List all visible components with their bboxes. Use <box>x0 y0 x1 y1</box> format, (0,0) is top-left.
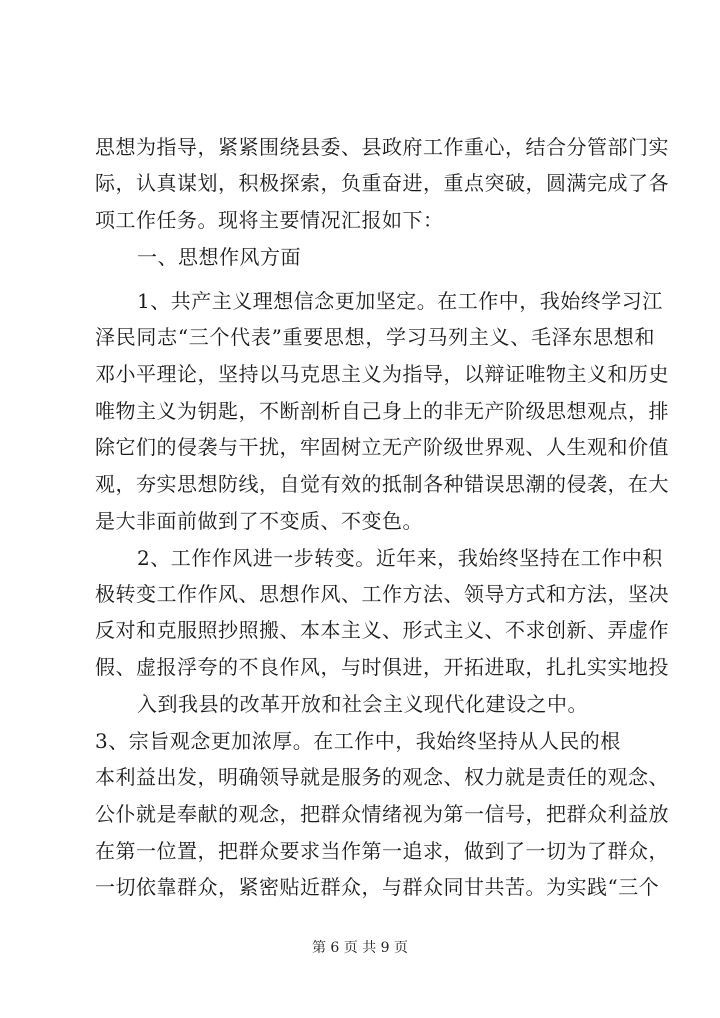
body-text-line: 项工作任务。现将主要情况汇报如下： <box>95 208 444 232</box>
body-text-line: 本利益出发，明确领导就是服务的观念、权力就是责任的观念、 <box>95 765 669 789</box>
section-heading: 一、思想作风方面 <box>137 245 301 269</box>
body-text-line: 邓小平理论，坚持以马克思主义为指导，以辩证唯物主义和历史 <box>95 362 669 386</box>
body-text-line: 除它们的侵袭与干扰，牢固树立无产阶级世界观、人生观和价值 <box>95 435 669 459</box>
body-text-line: 1、共产主义理想信念更加坚定。在工作中，我始终学习江 <box>137 289 663 313</box>
body-text-line: 思想为指导，紧紧围绕县委、县政府工作重心，结合分管部门实 <box>95 135 669 159</box>
body-text-line: 3、宗旨观念更加浓厚。在工作中，我始终坚持从人民的根 <box>95 729 621 753</box>
body-text-line: 极转变工作作风、思想作风、工作方法、领导方式和方法，坚决 <box>95 582 669 606</box>
body-text-line: 反对和克服照抄照搬、本本主义、形式主义、不求创新、弄虚作 <box>95 618 669 642</box>
body-text-line: 2、工作作风进一步转变。近年来，我始终坚持在工作中积 <box>137 546 663 570</box>
body-text-line: 观，夯实思想防线，自觉有效的抵制各种错误思潮的侵袭，在大 <box>95 472 669 496</box>
body-text-line: 泽民同志“三个代表”重要思想，学习马列主义、毛泽东思想和 <box>95 325 655 349</box>
body-text-line: 入到我县的改革开放和社会主义现代化建设之中。 <box>137 692 588 716</box>
body-text-line: 是大非面前做到了不变质、不变色。 <box>95 509 423 533</box>
page-number-footer: 第 6 页 共 9 页 <box>311 940 409 956</box>
body-text-line: 假、虚报浮夸的不良作风，与时俱进，开拓进取，扎扎实实地投 <box>95 655 669 679</box>
body-text-line: 一切依靠群众，紧密贴近群众，与群众同甘共苦。为实践“三个 <box>95 875 660 899</box>
body-text-line: 唯物主义为钥匙，不断剖析自己身上的非无产阶级思想观点，排 <box>95 399 669 423</box>
body-text-line: 际，认真谋划，积极探索，负重奋进，重点突破，圆满完成了各 <box>95 171 669 195</box>
body-text-line: 公仆就是奉献的观念，把群众情绪视为第一信号，把群众利益放 <box>95 802 669 826</box>
body-text-line: 在第一位置，把群众要求当作第一追求，做到了一切为了群众， <box>95 839 669 863</box>
